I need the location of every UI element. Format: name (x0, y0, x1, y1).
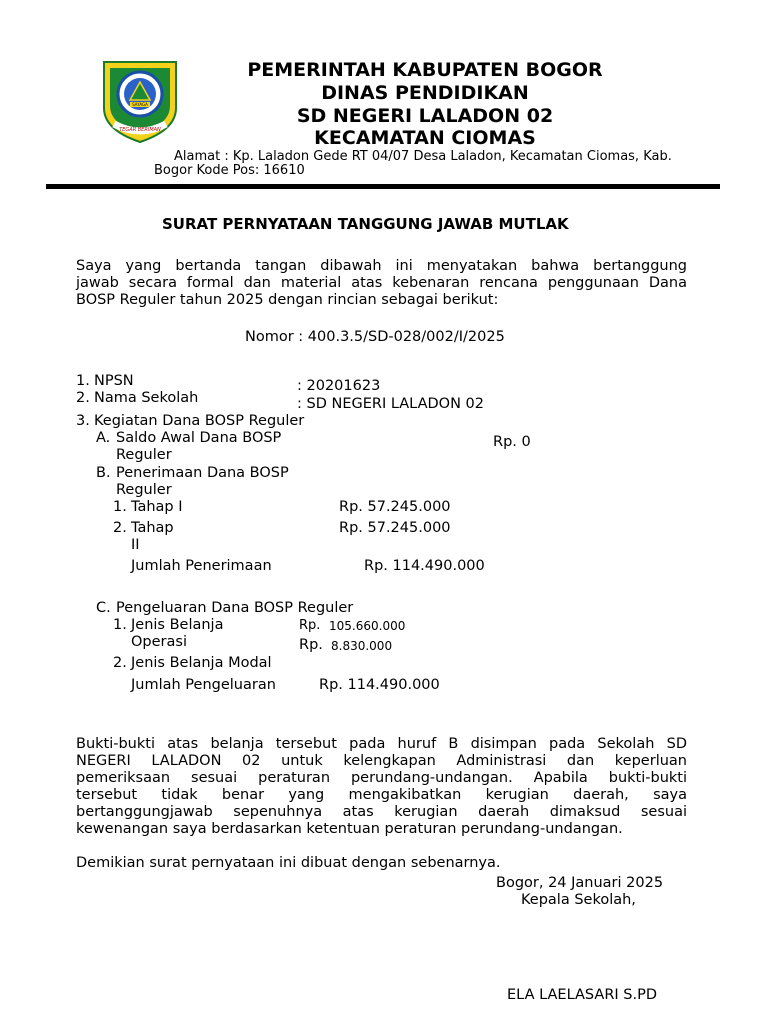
tahap-2-label-line-1: Tahap (131, 520, 174, 536)
item-3-label: Kegiatan Dana BOSP Reguler (94, 413, 305, 429)
closing-line-3: pemeriksaan sesuai peraturan perundang-undangan. Apabila bukti-bukti (76, 770, 687, 786)
belanja-1-amount: 105.660.000 (329, 619, 406, 633)
item-1-label: NPSN (94, 373, 134, 389)
tahap-1-label: Tahap I (131, 499, 183, 515)
letterhead-department: DINAS PENDIDIKAN (321, 82, 529, 104)
section-a-value: Rp. 0 (493, 434, 531, 450)
demikian-statement: Demikian surat pernyataan ini dibuat dengan sebenarnya. (76, 855, 501, 871)
signatory-name: ELA LAELASARI S.PD (507, 987, 657, 1003)
section-b-label-line-1: Penerimaan Dana BOSP (116, 465, 289, 481)
belanja-2-label: Jenis Belanja Modal (131, 655, 272, 671)
tahap-1-number: 1. (113, 499, 127, 515)
document-number: Nomor : 400.3.5/SD-028/002/I/2025 (245, 329, 505, 345)
item-3-number: 3. (76, 413, 90, 429)
closing-paragraph (76, 736, 687, 838)
item-2-label: Nama Sekolah (94, 390, 199, 406)
tahap-2-number: 2. (113, 520, 127, 536)
intro-line-2: jawab secara formal dan material atas kebenaran rencana penggunaan Dana (76, 275, 687, 291)
section-b-letter: B. (96, 465, 111, 481)
belanja-2-number: 2. (113, 655, 127, 671)
total-pengeluaran-value: Rp. 114.490.000 (319, 677, 440, 693)
total-penerimaan-label: Jumlah Penerimaan (131, 558, 272, 574)
belanja-1-number: 1. (113, 617, 127, 633)
intro-line-3: BOSP Reguler tahun 2025 dengan rincian sebagai berikut: (76, 292, 499, 308)
section-a-label-line-2: Reguler (116, 447, 172, 463)
closing-line-6: kewenangan saya berdasarkan ketentuan peraturan perundang-undangan. (76, 821, 623, 837)
belanja-1-label-line-2: Operasi (131, 634, 187, 650)
intro-line-1: Saya yang bertanda tangan dibawah ini menyatakan bahwa bertanggung (76, 258, 687, 274)
school-logo (100, 58, 180, 144)
total-penerimaan-value: Rp. 114.490.000 (364, 558, 485, 574)
belanja-1-rp: Rp. (299, 618, 321, 633)
item-2-number: 2. (76, 390, 90, 406)
letterhead-divider (46, 184, 720, 189)
closing-line-4: tersebut tidak benar yang mengakibatkan kerugian daerah, saya (76, 787, 687, 803)
section-c-letter: C. (96, 600, 111, 616)
item-1-number: 1. (76, 373, 90, 389)
letterhead-district: KECAMATAN CIOMAS (314, 127, 536, 149)
logo-text: SAYAGA (132, 102, 148, 107)
signatory-position: Kepala Sekolah, (521, 892, 636, 908)
item-1-value: : 20201623 (297, 378, 381, 394)
section-a-label-line-1: Saldo Awal Dana BOSP (116, 430, 282, 446)
tahap-2-label-line-2: II (131, 537, 140, 553)
item-2-value: : SD NEGERI LALADON 02 (297, 396, 484, 412)
belanja-2-rp: Rp. (299, 637, 323, 653)
letterhead-government: PEMERINTAH KABUPATEN BOGOR (247, 59, 603, 81)
total-pengeluaran-label: Jumlah Pengeluaran (131, 677, 276, 693)
document-title: SURAT PERNYATAAN TANGGUNG JAWAB MUTLAK (162, 215, 569, 233)
section-a-letter: A. (96, 430, 111, 446)
tahap-2-value: Rp. 57.245.000 (339, 520, 451, 536)
place-date: Bogor, 24 Januari 2025 (496, 875, 664, 891)
tahap-1-value: Rp. 57.245.000 (339, 499, 451, 515)
closing-line-2: NEGERI LALADON 02 untuk kelengkapan Administrasi dan keperluan (76, 753, 687, 769)
address-line-2: Bogor Kode Pos: 16610 (154, 163, 305, 178)
logo-motto: TEGAR BERIMAN (119, 127, 161, 133)
belanja-2-amount: 8.830.000 (331, 639, 393, 653)
belanja-1-label-line-1: Jenis Belanja (131, 617, 224, 633)
section-c-label: Pengeluaran Dana BOSP Reguler (116, 600, 354, 616)
letterhead-school: SD NEGERI LALADON 02 (296, 105, 554, 127)
address-line-1: Alamat : Kp. Laladon Gede RT 04/07 Desa Laladon, Kecamatan Ciomas, Kab. (174, 149, 672, 164)
closing-line-1: Bukti-bukti atas belanja tersebut pada huruf B disimpan pada Sekolah SD (76, 736, 687, 752)
section-b-label-line-2: Reguler (116, 482, 172, 498)
intro-paragraph (76, 258, 687, 309)
closing-line-5: bertanggungjawab sepenuhnya atas kerugian daerah dimaksud sesuai (76, 804, 687, 820)
